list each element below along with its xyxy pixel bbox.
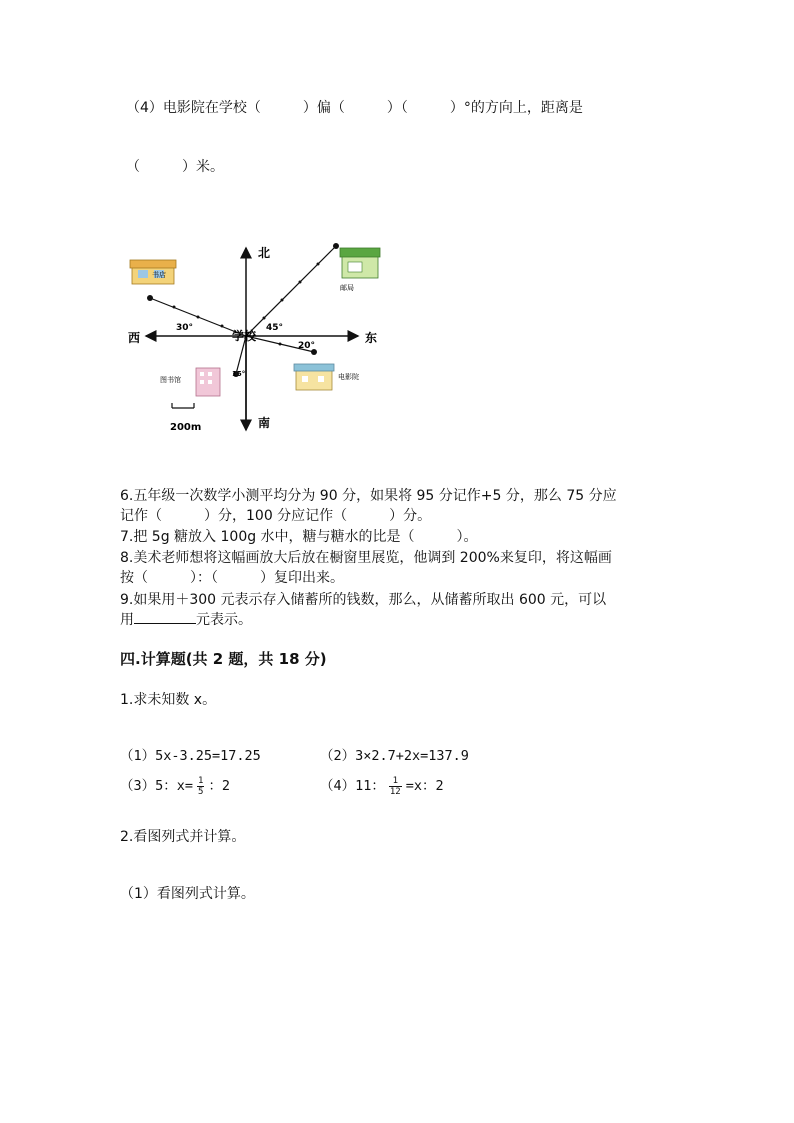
west-label: 西	[128, 331, 141, 345]
school-label: 学校	[232, 329, 257, 343]
library-icon	[196, 368, 220, 396]
bookstore-point	[147, 295, 153, 301]
angle-45-label: 45°	[266, 323, 284, 333]
equation-4-post: =x：2	[405, 778, 444, 794]
equation-4-pre: （4）11：	[320, 778, 385, 794]
equation-2: （2）3×2.7+2x=137.9	[320, 748, 469, 764]
equation-3-pre: （3）5：x=	[120, 778, 194, 794]
south-label: 南	[258, 416, 271, 430]
fraction-numerator: 1	[198, 775, 204, 786]
q9-line2	[120, 609, 252, 629]
q6-line2: 记作（ ）分，100 分应记作（ ）分。	[120, 508, 432, 524]
answer-blank	[134, 609, 196, 624]
q7: 7.把 5g 糖放入 100g 水中，糖与糖水的比是（ ）。	[120, 529, 478, 545]
fraction-numerator: 1	[389, 776, 402, 787]
fraction-1-5	[197, 776, 204, 797]
equation-1: （1）5x-3.25=17.25	[120, 748, 261, 764]
q1-title: 1.求未知数 x。	[120, 692, 217, 708]
angle-20-label: 20°	[298, 341, 316, 351]
cinema-label: 电影院	[338, 373, 359, 381]
q9-line1: 9.如果用＋300 元表示存入储蓄所的钱数，那么，从储蓄所取出 600 元，可以	[120, 592, 607, 608]
post-office-label: 邮局	[340, 284, 354, 292]
angle-15-label: 15°	[232, 370, 246, 378]
fraction-denominator: 12	[389, 786, 401, 797]
equation-3-post: ：2	[208, 778, 231, 794]
q8-line2: 按（ ）：（ ）复印出来。	[120, 570, 344, 586]
library-label: 图书馆	[160, 376, 181, 384]
section4-title: 四.计算题(共 2 题，共 18 分)	[120, 650, 327, 668]
equation-4	[320, 774, 444, 797]
q4-line1: （4）电影院在学校（ ）偏（ ）（ ）°的方向上，距离是	[126, 100, 583, 116]
post-office-icon	[340, 248, 380, 278]
angle-30-label: 30°	[176, 323, 194, 333]
q2-subtitle: （1）看图列式计算。	[120, 886, 255, 902]
north-label: 北	[258, 246, 271, 260]
fraction-denominator: 5	[198, 786, 204, 797]
q2-title: 2.看图列式并计算。	[120, 829, 246, 845]
post-point	[333, 243, 339, 249]
cinema-icon	[294, 364, 334, 390]
scale-label: 200m	[170, 422, 202, 433]
equation-3	[120, 774, 230, 797]
q6-line1: 6.五年级一次数学小测平均分为 90 分，如果将 95 分记作+5 分，那么 75 分应	[120, 488, 617, 504]
fraction-1-12	[389, 776, 402, 797]
q4-line2: （ ）米。	[126, 159, 224, 175]
q9-line2-post: 元表示。	[196, 612, 252, 628]
bookstore-label: 书店	[152, 271, 166, 279]
q9-line2-pre: 用	[120, 612, 134, 628]
q8-line1: 8.美术老师想将这幅画放大后放在橱窗里展览，他调到 200%来复印，将这幅画	[120, 550, 612, 566]
east-label: 东	[365, 331, 378, 345]
direction-map	[118, 236, 390, 436]
